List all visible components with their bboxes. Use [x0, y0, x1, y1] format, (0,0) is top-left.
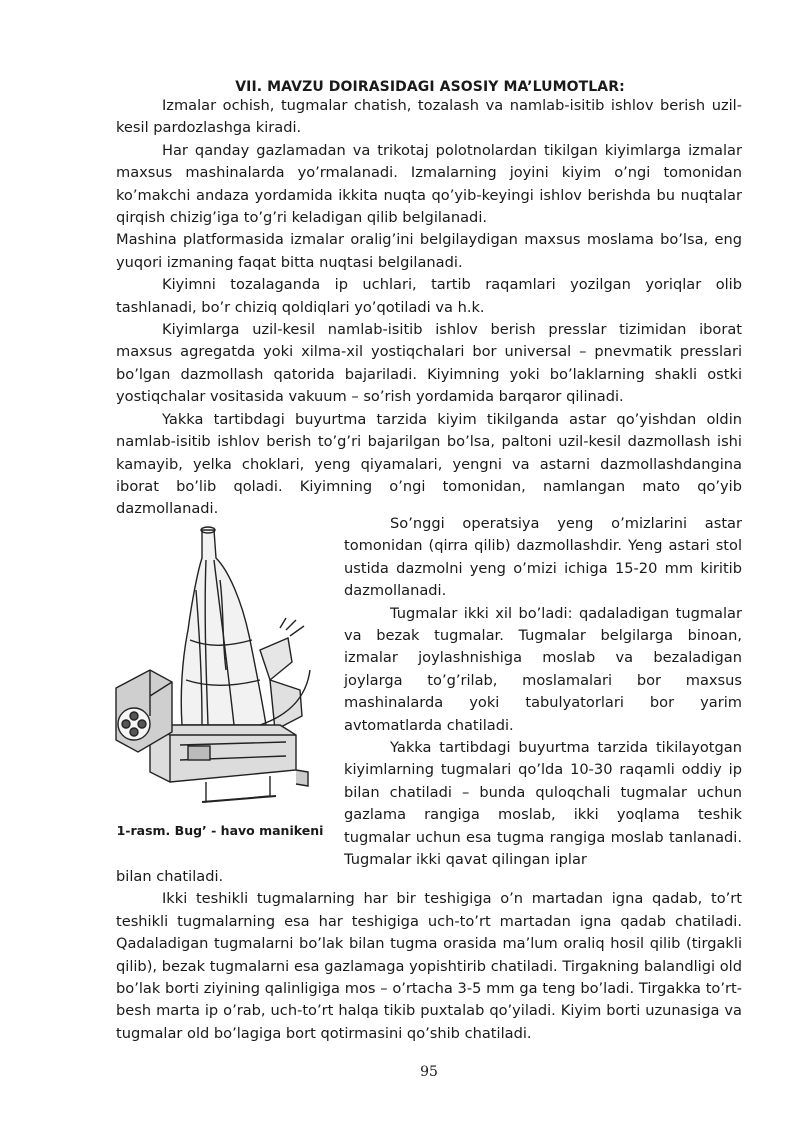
- page-number: 95: [420, 1064, 438, 1080]
- figure-steam-air-mannequin: [110, 520, 330, 820]
- paragraph: Har qanday gazlamadan va trikotaj polotnolardan tikilgan kiyimlarga izmalar maxsus mashinalarda yo’rmalanadi. Izmalarning joyini kiyim o’ngi tomonidan ko’makchi andaza yordamida ikkita nuqta qo’yib-keyingi ishlov berishda bu nuqtalar qirqish chizig’iga to’g’ri keladigan qilib belgilanadi.: [116, 141, 742, 227]
- figure-caption: 1-rasm. Bug’ - havo manikeni: [116, 823, 324, 838]
- body-text-beside-figure: [344, 513, 742, 872]
- paragraph: bilan chatiladi.: [116, 868, 224, 885]
- paragraph: Yakka tartibdagi buyurtma tarzida kiyim tikilganda astar qo’yishdan oldin namlab-isitib ishlov berish to’g’ri bajarilgan bo’lsa, paltoni uzil-kesil dazmollash ishi kamayib, yelka choklari, yeng qiyamalari, yengni va astarni dazmollashdangina iborat bo’lib qoladi. Kiyimning o’ngi tomonidan, namlangan mato qo’yib dazmollanadi.: [116, 410, 742, 518]
- body-text-bottom: [116, 866, 742, 1045]
- paragraph: So’nggi operatsiya yeng o’mizlarini astar tomonidan (qirra qilib) dazmollashdir. Yeng astari stol ustida dazmolni yeng o’mizi ichiga 15-20 mm kiritib dazmollanadi.: [344, 515, 742, 600]
- paragraph: Yakka tartibdagi buyurtma tarzida tikilayotgan kiyimlarning tugmalari qo’lda 10-30 raqamli oddiy ip bilan chatiladi – bunda quloqchali tugmalar uchun gazlama rangiga moslab, ikki yoqlama teshik tugmalar uchun esa tugma rangiga moslab tanlanadi. Tugmalar ikki qavat qilingan iplar: [344, 739, 742, 869]
- mannequin-illustration: [110, 520, 330, 820]
- body-text-top: [116, 95, 742, 521]
- paragraph: Izmalar ochish, tugmalar chatish, tozalash va namlab-isitib ishlov berish uzil-kesil pardozlashga kiradi.: [116, 97, 742, 137]
- paragraph: Mashina platformasida izmalar oralig’ini belgilaydigan maxsus moslama bo’lsa, eng yuqori izmaning faqat bitta nuqtasi belgilanadi.: [116, 231, 742, 271]
- paragraph: Ikki teshikli tugmalarning har bir teshigiga o’n martadan igna qadab, to’rt teshikli tugmalarning esa har teshigiga uch-to’rt martadan igna qadab chatiladi. Qadaladigan tugmalarni bo’lak bilan tugma orasida ma’lum oraliq hosil qilib (tirgakli qilib), bezak tugmalarni esa gazlamaga yopishtirib chatiladi. Tirgakning balandligi old bo’lak borti ziyining qalinligiga mos – o’rtacha 3-5 mm ga teng bo’ladi. Tirgakka to’rt-besh marta ip o’rab, uch-to’rt halqa tikib puxtalab qo’yiladi. Kiyim borti uzunasiga va tugmalar old bo’lagiga bort qotirmasini qo’shib chatiladi.: [116, 890, 742, 1042]
- paragraph: Tugmalar ikki xil bo’ladi: qadaladigan tugmalar va bezak tugmalar. Tugmalar belgilarga binoan, izmalar joylashnishiga moslab va bezaladigan joylarga to’g’rilab, moslamalari bor maxsus mashinalarda yoki tabulyatorlari bor yarim avtomatlarda chatiladi.: [344, 604, 742, 734]
- paragraph: Kiyimni tozalaganda ip uchlari, tartib raqamlari yozilgan yoriqlar olib tashlanadi, bo’r chiziq qoldiqlari yo’qotiladi va h.k.: [116, 276, 742, 316]
- section-heading: VII. MAVZU DOIRASIDAGI ASOSIY MA’LUMOTLAR:: [235, 79, 625, 95]
- paragraph: Kiyimlarga uzil-kesil namlab-isitib ishlov berish presslar tizimidan iborat maxsus agregatda yoki xilma-xil yostiqchalari bor universal – pnevmatik presslari bo’lgan dazmollash qatorida bajariladi. Kiyimning yoki bo’laklarning shakli ostki yostiqchalar vositasida vakuum – so’rish yordamida barqaror qilinadi.: [116, 321, 742, 406]
